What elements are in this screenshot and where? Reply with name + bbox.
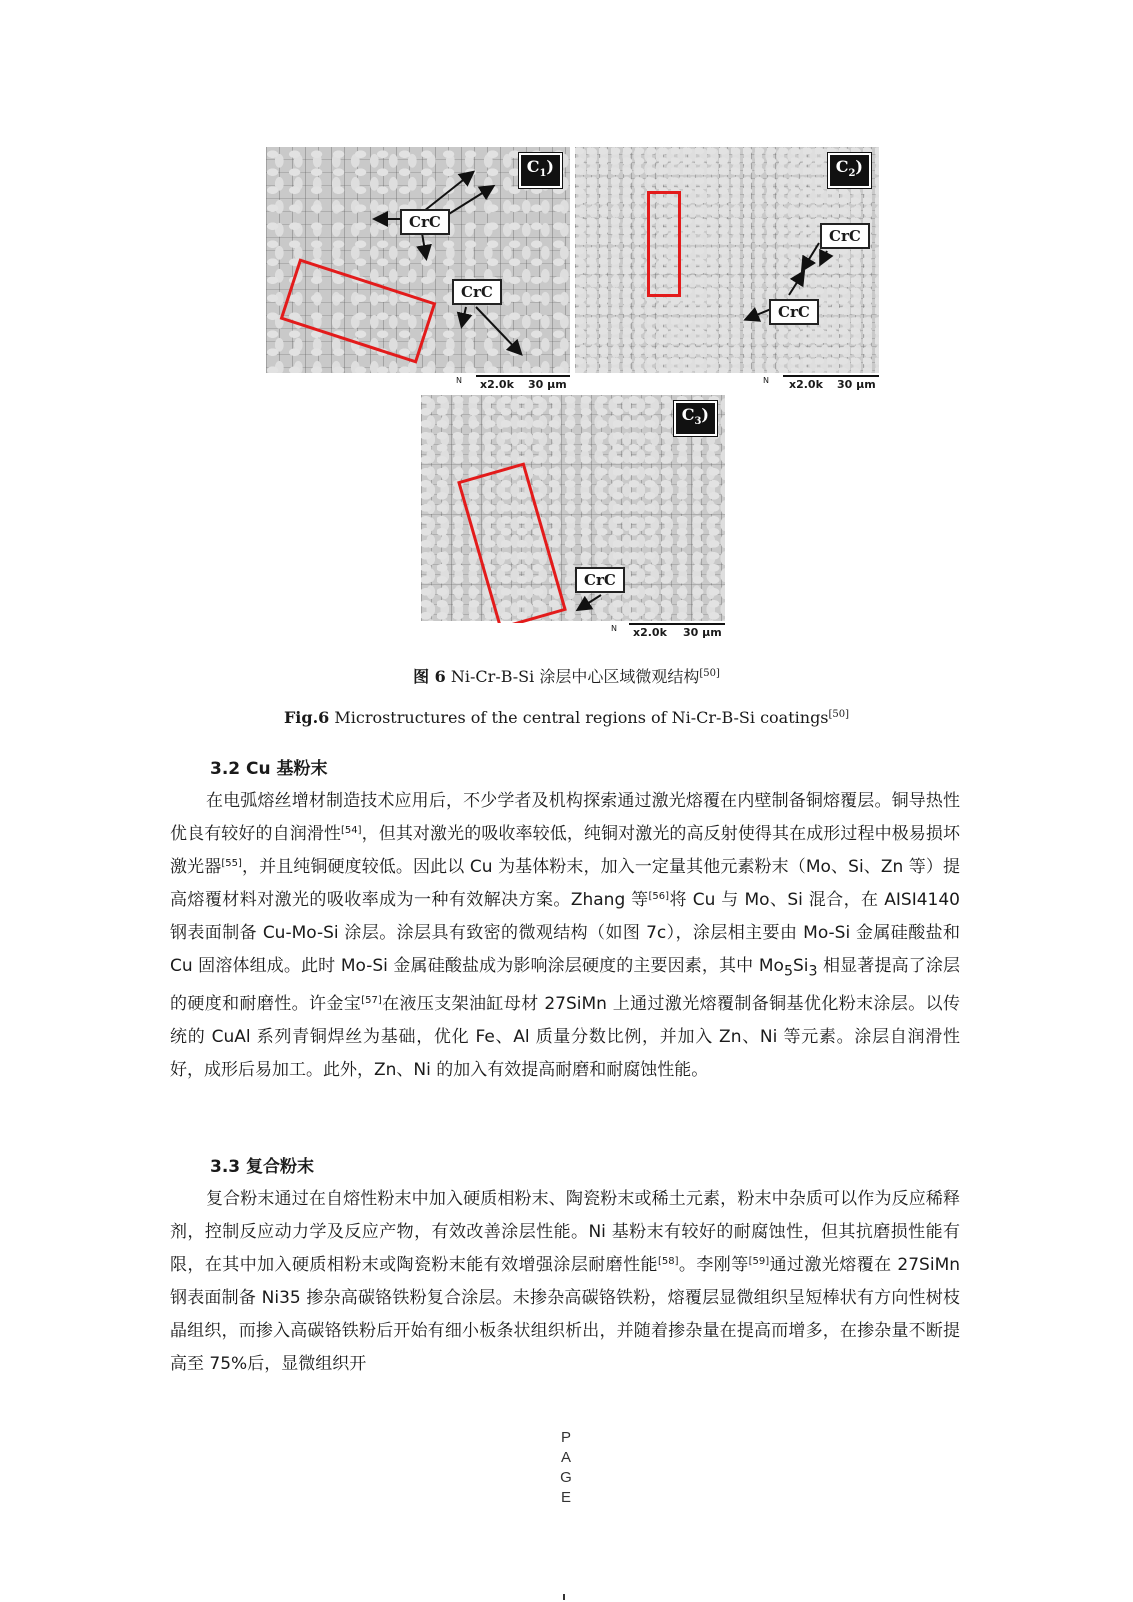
citation: [54]	[341, 825, 362, 836]
crc-label: CrC	[575, 567, 625, 593]
panel-tag: $C_3$)	[674, 401, 717, 436]
crc-label: CrC	[769, 299, 819, 325]
figure-caption-cn	[0, 664, 1133, 687]
figure-panel-c3	[421, 395, 725, 641]
citation: [57]	[361, 995, 382, 1007]
crc-label: CrC	[452, 279, 502, 305]
citation: [58]	[657, 1256, 679, 1267]
body-paragraph: 复合粉末通过在自熔性粉末中加入硬质相粉末、陶瓷粉末或稀土元素，粉末中杂质可以作为反应稀释剂，控制反应动力学及反应产物，有效改善涂层性能。Ni 基粉末有较好的耐腐蚀性，但其抗磨损性能有限，在其中加入硬质相粉末或陶瓷粉末能有效增强涂层耐磨性能[58]。李刚等[59]通过激光熔覆在 27SiMn 钢表面制备 Ni35 掺杂高碳铬铁粉复合涂层。未掺杂高碳铬铁粉，熔覆层显微组织呈短棒状有方向性树枝晶组织，而掺入高碳铬铁粉后开始有细小板条状组织析出，并随着掺杂量在提高而增多，在掺杂量不断提高至 75%后，显微组织开	[170, 1189, 961, 1374]
caption-text: Ni-Cr-B-Si 涂层中心区域微观结构	[445, 667, 700, 686]
citation: [50]	[699, 668, 720, 679]
citation: [55]	[221, 858, 242, 869]
figure-caption-en	[0, 708, 1133, 727]
caption-label: Fig.6	[283, 708, 330, 727]
citation: [56]	[648, 891, 670, 902]
section-heading: 3.3 复合粉末	[210, 1157, 315, 1177]
caption-text: Microstructures of the central regions of Ni-Cr-B-Si coatings	[329, 708, 829, 727]
scale-bar: N x2.0k 30 μm	[421, 623, 725, 641]
figure-panel-c2	[575, 147, 879, 393]
citation: [59]	[748, 1256, 770, 1267]
figure-panel-c1	[266, 147, 570, 393]
crc-label: CrC	[400, 209, 450, 235]
citation: [50]	[828, 709, 850, 720]
scale-bar: N x2.0k 30 μm	[266, 375, 570, 393]
scale-bar: N x2.0k 30 μm	[575, 375, 879, 393]
panel-tag: $C_1$)	[519, 153, 562, 188]
crc-label: CrC	[820, 223, 870, 249]
page-footer: P A G E	[560, 1429, 572, 1506]
page-number-mark	[563, 1594, 565, 1600]
section-heading: 3.2 Cu 基粉末	[210, 759, 328, 779]
panel-tag: $C_2$)	[828, 153, 871, 188]
body-paragraph: 在电弧熔丝增材制造技术应用后，不少学者及机构探索通过激光熔覆在内壁制备铜熔覆层。铜导热性优良有较好的自润滑性[54]，但其对激光的吸收率较低，纯铜对激光的高反射使得其在成形过程中极易损坏激光器[55]，并且纯铜硬度较低。因此以 Cu 为基体粉末，加入一定量其他元素粉末（Mo、Si、Zn 等）提高熔覆材料对激光的吸收率成为一种有效解决方案。Zhang 等[56]将 Cu 与 Mo、Si 混合，在 AISI4140 钢表面制备 Cu-Mo-Si 涂层。涂层具有致密的微观结构（如图 7c），涂层相主要由 Mo-Si 金属硅酸盐和 Cu 固溶体组成。此时 Mo-Si 金属硅酸盐成为影响涂层硬度的主要因素，其中 $Mo_5Si_3$ 相显著提高了涂层的硬度和耐磨性。许金宝[57]在液压支架油缸母材 27SiMn 上通过激光熔覆制备铜基优化粉末涂层。以传统的 CuAl 系列青铜焊丝为基础，优化 Fe、Al 质量分数比例，并加入 Zn、Ni 等元素。涂层自润滑性好，成形后易加工。此外，Zn、Ni 的加入有效提高耐磨和耐腐蚀性能。	[170, 791, 961, 1081]
caption-label: 图 6	[413, 667, 446, 686]
